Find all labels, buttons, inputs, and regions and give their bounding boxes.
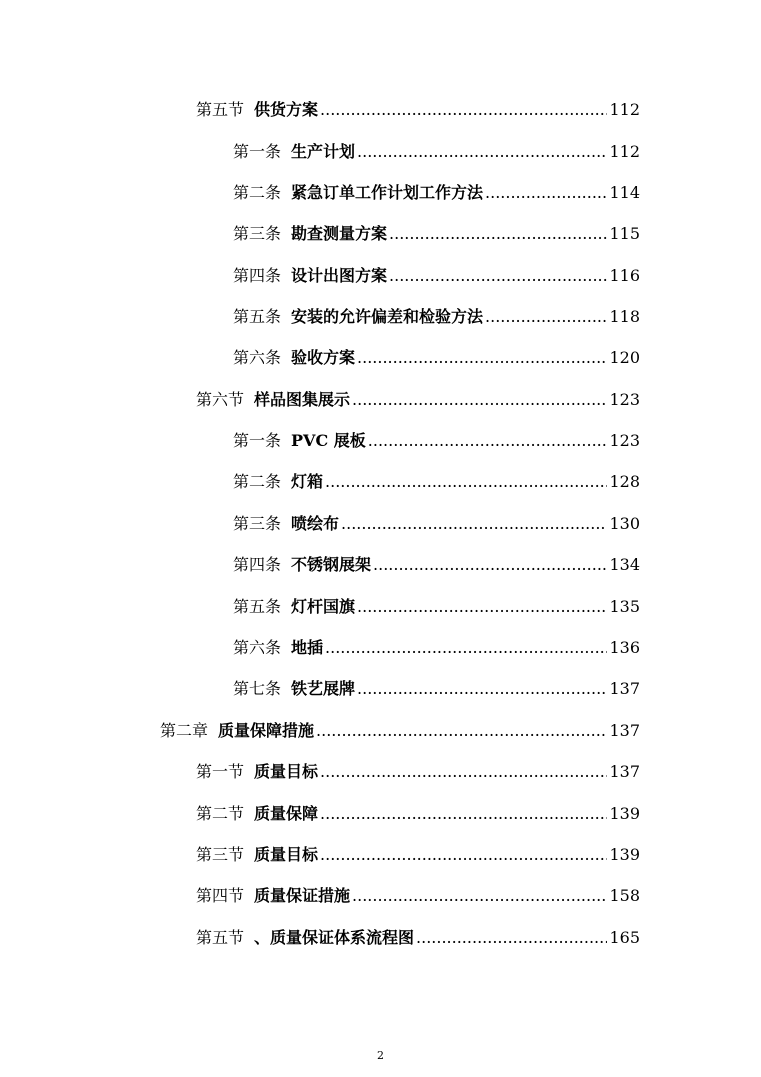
- toc-entry-title: 灯杆国旗: [291, 597, 356, 616]
- dot-leader: [373, 555, 607, 575]
- toc-entry-page: 135: [609, 597, 640, 616]
- toc-entry-number: 第一条: [233, 431, 282, 450]
- toc-entry-title: 生产计划: [291, 142, 356, 161]
- toc-entry[interactable]: [196, 96, 640, 120]
- toc-entry-page: 137: [609, 762, 640, 781]
- toc-entry[interactable]: [196, 882, 640, 906]
- toc-entry-number: 第五条: [233, 597, 282, 616]
- toc-entry[interactable]: [233, 675, 640, 699]
- dot-leader: [352, 390, 607, 410]
- toc-entry-page: 123: [609, 390, 640, 409]
- toc-entry-title: 勘查测量方案: [291, 224, 388, 243]
- toc-entry-number: 第五节: [196, 928, 245, 947]
- toc-entry[interactable]: [233, 468, 640, 492]
- toc-entry-page: 114: [609, 183, 640, 202]
- toc-entry-number: 第五条: [233, 307, 282, 326]
- toc-entry-page: 112: [609, 100, 640, 119]
- toc-entry[interactable]: [196, 841, 640, 865]
- toc-entry-number: 第二节: [196, 804, 245, 823]
- dot-leader: [357, 679, 607, 699]
- dot-leader: [368, 431, 608, 451]
- toc-entry-title: 、质量保证体系流程图: [254, 928, 415, 947]
- toc-entry-title: 供货方案: [254, 100, 319, 119]
- toc-entry-number: 第三节: [196, 845, 245, 864]
- toc-entry-number: 第四节: [196, 886, 245, 905]
- toc-entry-page: 136: [609, 638, 640, 657]
- toc-entry[interactable]: [196, 386, 640, 410]
- toc-entry[interactable]: [196, 800, 640, 824]
- toc-entry-number: 第三条: [233, 224, 282, 243]
- toc-entry-number: 第四条: [233, 266, 282, 285]
- toc-entry[interactable]: [233, 551, 640, 575]
- toc-entry-title: 质量目标: [254, 845, 319, 864]
- dot-leader: [389, 224, 607, 244]
- toc-entry[interactable]: [196, 758, 640, 782]
- dot-leader: [357, 348, 607, 368]
- toc-entry-title: 不锈钢展架: [291, 555, 372, 574]
- toc-entry-page: 134: [609, 555, 640, 574]
- toc-entry-title: 质量保证措施: [254, 886, 351, 905]
- toc-entry-title: 地插: [291, 638, 324, 657]
- toc-entry-number: 第二条: [233, 472, 282, 491]
- dot-leader: [320, 804, 607, 824]
- toc-entry[interactable]: [233, 593, 640, 617]
- toc-entry-number: 第一条: [233, 142, 282, 161]
- toc-entry-page: 137: [609, 679, 640, 698]
- page-number: 2: [377, 1049, 384, 1062]
- toc-entry-title: 设计出图方案: [291, 266, 388, 285]
- toc-entry[interactable]: [233, 220, 640, 244]
- toc-entry[interactable]: [233, 634, 640, 658]
- toc-entry-title: 灯箱: [291, 472, 324, 491]
- toc-entry[interactable]: [233, 427, 640, 451]
- toc-entry-page: 120: [609, 348, 640, 367]
- toc-entry-title: 铁艺展牌: [291, 679, 356, 698]
- toc-entry[interactable]: [233, 344, 640, 368]
- toc-entry-page: 115: [609, 224, 640, 243]
- dot-leader: [416, 928, 607, 948]
- toc-entry-number: 第一节: [196, 762, 245, 781]
- dot-leader: [357, 597, 607, 617]
- dot-leader: [320, 762, 607, 782]
- dot-leader: [357, 142, 607, 162]
- toc-entry-number: 第六条: [233, 348, 282, 367]
- dot-leader: [485, 307, 607, 327]
- toc-entry-number: 第六条: [233, 638, 282, 657]
- toc-entry-page: 139: [609, 804, 640, 823]
- dot-leader: [320, 100, 607, 120]
- dot-leader: [316, 721, 607, 741]
- toc-entry-title: 质量保障: [254, 804, 319, 823]
- toc-entry-title: PVC 展板: [291, 431, 366, 450]
- toc-entry-number: 第五节: [196, 100, 245, 119]
- toc-entry-page: 112: [609, 142, 640, 161]
- toc-entry-page: 158: [609, 886, 640, 905]
- toc-entry-page: 137: [609, 721, 640, 740]
- dot-leader: [320, 845, 607, 865]
- toc-entry-title: 验收方案: [291, 348, 356, 367]
- toc-entry-number: 第七条: [233, 679, 282, 698]
- toc-entry-page: 165: [609, 928, 640, 947]
- toc-entry-title: 喷绘布: [291, 514, 340, 533]
- dot-leader: [352, 886, 607, 906]
- toc-entry-page: 139: [609, 845, 640, 864]
- toc-entry-title: 质量保障措施: [218, 721, 315, 740]
- toc-entry-page: 130: [609, 514, 640, 533]
- toc-entry-title: 样品图集展示: [254, 390, 351, 409]
- dot-leader: [341, 514, 607, 534]
- toc-entry[interactable]: [233, 138, 640, 162]
- toc-entry-number: 第六节: [196, 390, 245, 409]
- toc-entry-number: 第二条: [233, 183, 282, 202]
- toc-entry[interactable]: [233, 179, 640, 203]
- toc-entry-number: 第三条: [233, 514, 282, 533]
- toc-entry-page: 128: [609, 472, 640, 491]
- toc-entry-number: 第二章: [160, 721, 209, 740]
- dot-leader: [485, 183, 607, 203]
- toc-entry[interactable]: [233, 510, 640, 534]
- toc-entry-title: 安装的允许偏差和检验方法: [291, 307, 484, 326]
- toc-entry[interactable]: [233, 262, 640, 286]
- toc-entry-title: 质量目标: [254, 762, 319, 781]
- toc-entry[interactable]: [196, 924, 640, 948]
- dot-leader: [389, 266, 607, 286]
- toc-entry-number: 第四条: [233, 555, 282, 574]
- dot-leader: [325, 472, 607, 492]
- toc-entry[interactable]: [160, 717, 640, 741]
- toc-entry-page: 116: [609, 266, 640, 285]
- dot-leader: [325, 638, 607, 658]
- toc-entry-title: 紧急订单工作计划工作方法: [291, 183, 484, 202]
- toc-entry[interactable]: [233, 303, 640, 327]
- toc-entry-page: 118: [609, 307, 640, 326]
- toc-entry-page: 123: [609, 431, 640, 450]
